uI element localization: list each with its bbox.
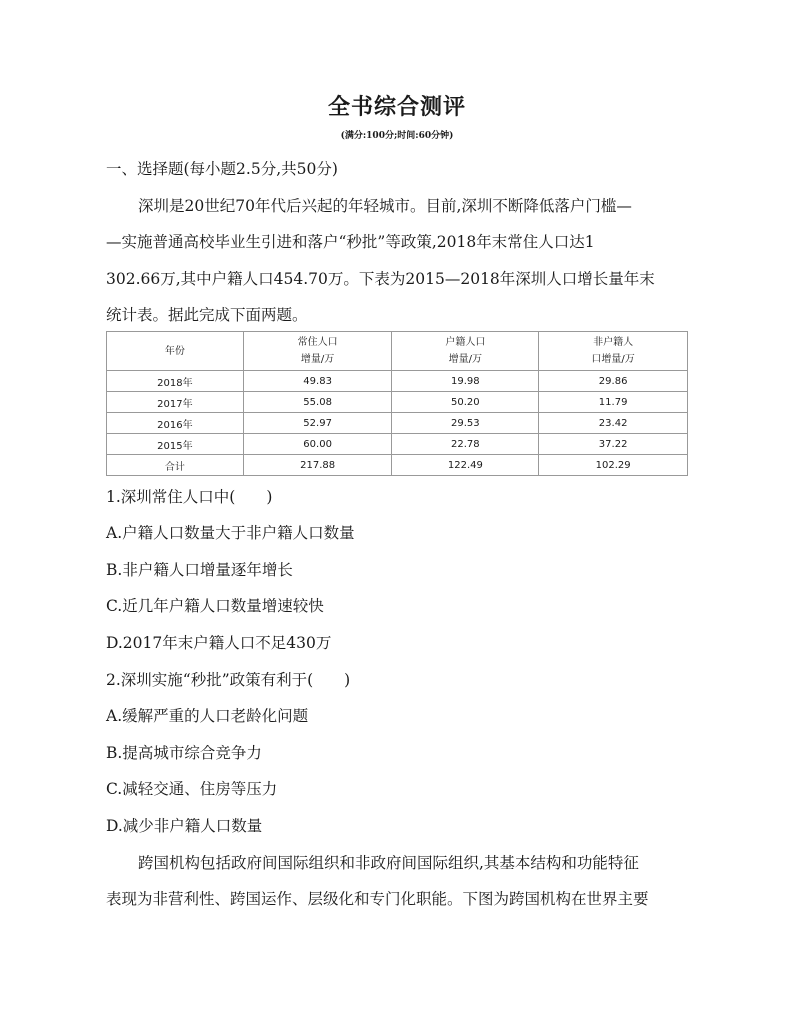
passage1-line-1: 深圳是20世纪70年代后兴起的年轻城市。目前,深圳不断降低落户门槛— <box>138 197 632 215</box>
table-cell: 37.22 <box>539 434 688 455</box>
table-row <box>107 371 688 392</box>
question-2-stem: 2.深圳实施“秒批”政策有利于( ) <box>106 671 351 689</box>
header-year-label: 年份 <box>164 345 185 357</box>
passage2-line-1: 跨国机构包括政府间国际组织和非政府间国际组织,其基本结构和功能特征 <box>138 854 639 872</box>
section-heading: 一、选择题(每小题2.5分,共50分) <box>106 160 338 178</box>
table-cell: 29.53 <box>392 413 539 434</box>
question-1-stem: 1.深圳常住人口中( ) <box>106 488 273 506</box>
header-registered-l1: 户籍人口 <box>445 337 486 348</box>
table-cell: 29.86 <box>539 371 688 392</box>
table-cell: 55.08 <box>243 392 392 413</box>
passage1-line-4: 统计表。据此完成下面两题。 <box>106 306 308 324</box>
table-header-row <box>107 332 688 371</box>
q2-option-c: C.减轻交通、住房等压力 <box>106 780 278 798</box>
table-cell: 60.00 <box>243 434 392 455</box>
header-registered <box>392 332 539 371</box>
table-row <box>107 392 688 413</box>
table-cell: 2015年 <box>107 434 244 455</box>
page-title: 全书综合测评 <box>327 94 466 120</box>
q1-option-c: C.近几年户籍人口数量增速较快 <box>106 597 324 615</box>
table-cell: 52.97 <box>243 413 392 434</box>
header-nonregistered-l1: 非户籍人 <box>593 337 634 348</box>
table-cell: 2018年 <box>107 371 244 392</box>
table-cell: 122.49 <box>392 455 539 476</box>
header-resident-l1: 常住人口 <box>297 337 338 348</box>
table-cell: 合计 <box>107 455 244 476</box>
table-cell: 22.78 <box>392 434 539 455</box>
table-cell: 19.98 <box>392 371 539 392</box>
table-cell: 217.88 <box>243 455 392 476</box>
passage2-line-2: 表现为非营利性、跨国运作、层级化和专门化职能。下图为跨国机构在世界主要 <box>106 890 649 908</box>
population-table <box>106 331 688 476</box>
table-row-total <box>107 455 688 476</box>
table-row <box>107 434 688 455</box>
q2-option-a: A.缓解严重的人口老龄化问题 <box>106 707 309 725</box>
q1-option-a: A.户籍人口数量大于非户籍人口数量 <box>106 524 355 542</box>
passage1-line-3: 302.66万,其中户籍人口454.70万。下表为2015—2018年深圳人口增长量年末 <box>106 270 655 288</box>
q1-option-b: B.非户籍人口增量逐年增长 <box>106 561 293 579</box>
header-year <box>107 332 244 371</box>
table-cell: 2017年 <box>107 392 244 413</box>
table-cell: 2016年 <box>107 413 244 434</box>
q1-option-d: D.2017年末户籍人口不足430万 <box>106 634 332 652</box>
header-nonregistered <box>539 332 688 371</box>
table-cell: 11.79 <box>539 392 688 413</box>
table-cell: 49.83 <box>243 371 392 392</box>
table-row <box>107 413 688 434</box>
passage1-line-2: —实施普通高校毕业生引进和落户“秒批”等政策,2018年末常住人口达1 <box>106 233 595 251</box>
header-registered-l2: 增量/万 <box>448 354 483 365</box>
q2-option-d: D.减少非户籍人口数量 <box>106 817 263 835</box>
header-nonregistered-l2: 口增量/万 <box>591 354 635 365</box>
header-resident <box>243 332 392 371</box>
q2-option-b: B.提高城市综合竞争力 <box>106 744 262 762</box>
header-resident-l2: 增量/万 <box>300 354 335 365</box>
table-cell: 102.29 <box>539 455 688 476</box>
score-time-note: (满分:100分;时间:60分钟) <box>340 131 454 141</box>
table-cell: 50.20 <box>392 392 539 413</box>
table-cell: 23.42 <box>539 413 688 434</box>
